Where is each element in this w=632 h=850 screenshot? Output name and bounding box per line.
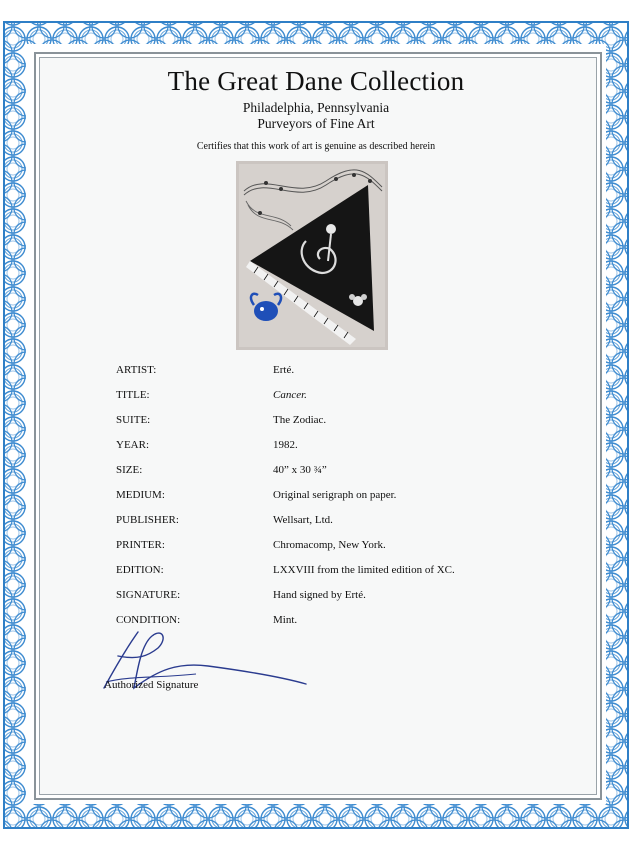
tagline-line: Purveyors of Fine Art (257, 116, 375, 131)
field-label: MEDIUM: (116, 489, 165, 501)
field-value: Chromacomp, New York. (273, 539, 386, 551)
field-label: YEAR: (116, 439, 149, 451)
field-label: SIZE: (116, 464, 143, 476)
field-label: SUITE: (116, 414, 151, 426)
field-value: LXXVIII from the limited edition of XC. (273, 564, 455, 576)
authorized-signature-label: Authorized Signature (104, 679, 199, 691)
field-label: PRINTER: (116, 539, 165, 551)
field-value: Mint. (273, 614, 298, 626)
field-value: Erté. (273, 364, 295, 376)
field-value: 40” x 30 ¾” (273, 464, 327, 476)
field-value: Cancer. (273, 389, 307, 401)
field-label: CONDITION: (116, 614, 181, 626)
field-value: 1982. (273, 439, 298, 451)
artwork-image (236, 161, 388, 350)
field-value: Original serigraph on paper. (273, 489, 397, 501)
field-value: Hand signed by Erté. (273, 589, 366, 601)
field-label: EDITION: (116, 564, 164, 576)
field-label: ARTIST: (116, 364, 157, 376)
field-label: SIGNATURE: (116, 589, 181, 601)
certifies-statement: Certifies that this work of art is genuine as described herein (196, 141, 436, 152)
field-label: TITLE: (116, 389, 150, 401)
field-value: The Zodiac. (273, 414, 327, 426)
certificate-title: The Great Dane Collection (167, 66, 465, 96)
field-label: PUBLISHER: (116, 514, 179, 526)
location-line: Philadelphia, Pennsylvania (242, 100, 390, 115)
field-value: Wellsart, Ltd. (273, 514, 333, 526)
